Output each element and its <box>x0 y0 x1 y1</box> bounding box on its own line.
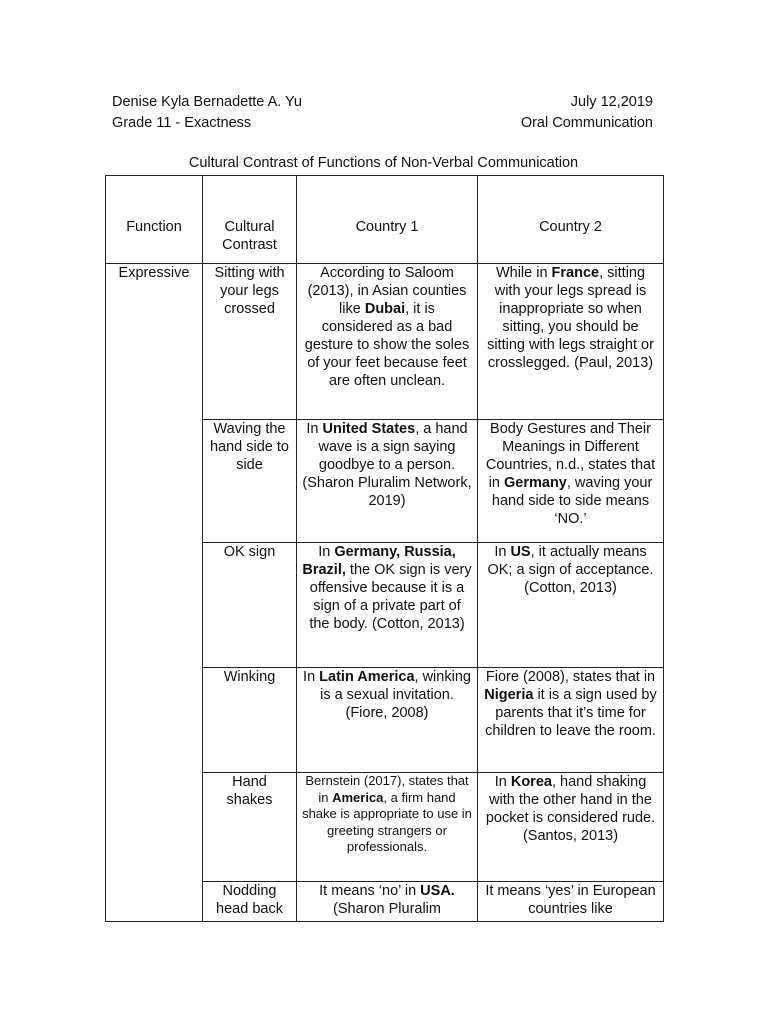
contrast-cell: Winking <box>203 668 297 773</box>
table-row <box>106 543 664 668</box>
function-cell <box>106 668 203 773</box>
grade-section: Grade 11 - Exactness <box>112 115 252 131</box>
author-name: Denise Kyla Bernadette A. Yu <box>112 94 302 110</box>
column-header: Function <box>106 176 203 264</box>
cultural-contrast-table <box>105 175 664 922</box>
country1-cell: According to Saloom (2013), in Asian counties like Dubai, it is considered as a bad gesture to show the soles of your feet because feet are often unclean. <box>297 264 478 420</box>
table-row <box>106 668 664 773</box>
document-title: Cultural Contrast of Functions of Non-Verbal Communication <box>188 155 579 171</box>
function-cell: Expressive <box>106 264 203 420</box>
country2-cell: Fiore (2008), states that in Nigeria it is a sign used by parents that it’s time for children to leave the room. <box>478 668 664 773</box>
contrast-cell: Hand shakes <box>203 773 297 882</box>
country2-cell: In Korea, hand shaking with the other hand in the pocket is considered rude. (Santos, 2013) <box>478 773 664 882</box>
contrast-cell: Waving the hand side to side <box>203 420 297 543</box>
country2-cell: In US, it actually means OK; a sign of acceptance. (Cotton, 2013) <box>478 543 664 668</box>
table-row <box>106 773 664 882</box>
contrast-cell: Sitting with your legs crossed <box>203 264 297 420</box>
country1-cell: Bernstein (2017), states that in America, a firm hand shake is appropriate to use in greeting strangers or professionals. <box>297 773 478 882</box>
subject-name: Oral Communication <box>520 115 653 131</box>
table-row <box>106 264 664 420</box>
contrast-cell: Nodding head back <box>203 882 297 922</box>
document-date: July 12,2019 <box>570 94 653 110</box>
function-cell <box>106 882 203 922</box>
country1-cell: In Latin America, winking is a sexual invitation. (Fiore, 2008) <box>297 668 478 773</box>
country2-cell: While in France, sitting with your legs spread is inappropriate so when sitting, you should be sitting with legs straight or crosslegged. (Paul, 2013) <box>478 264 664 420</box>
function-cell <box>106 773 203 882</box>
column-header: Cultural Contrast <box>203 176 297 264</box>
function-cell <box>106 420 203 543</box>
country2-cell: Body Gestures and Their Meanings in Different Countries, n.d., states that in Germany, waving your hand side to side means ‘NO.’ <box>478 420 664 543</box>
table-row <box>106 420 664 543</box>
column-header: Country 2 <box>478 176 664 264</box>
contrast-cell: OK sign <box>203 543 297 668</box>
country1-cell: It means ‘no’ in USA. (Sharon Pluralim <box>297 882 478 922</box>
country1-cell: In United States, a hand wave is a sign saying goodbye to a person. (Sharon Pluralim Network, 2019) <box>297 420 478 543</box>
header-line-2 <box>112 114 653 132</box>
country1-cell: In Germany, Russia, Brazil, the OK sign is very offensive because it is a sign of a private part of the body. (Cotton, 2013) <box>297 543 478 668</box>
table-header-row <box>106 176 664 264</box>
country2-cell: It means ‘yes’ in European countries like <box>478 882 664 922</box>
table-row <box>106 882 664 922</box>
function-cell <box>106 543 203 668</box>
header-line-1 <box>112 93 653 111</box>
column-header: Country 1 <box>297 176 478 264</box>
